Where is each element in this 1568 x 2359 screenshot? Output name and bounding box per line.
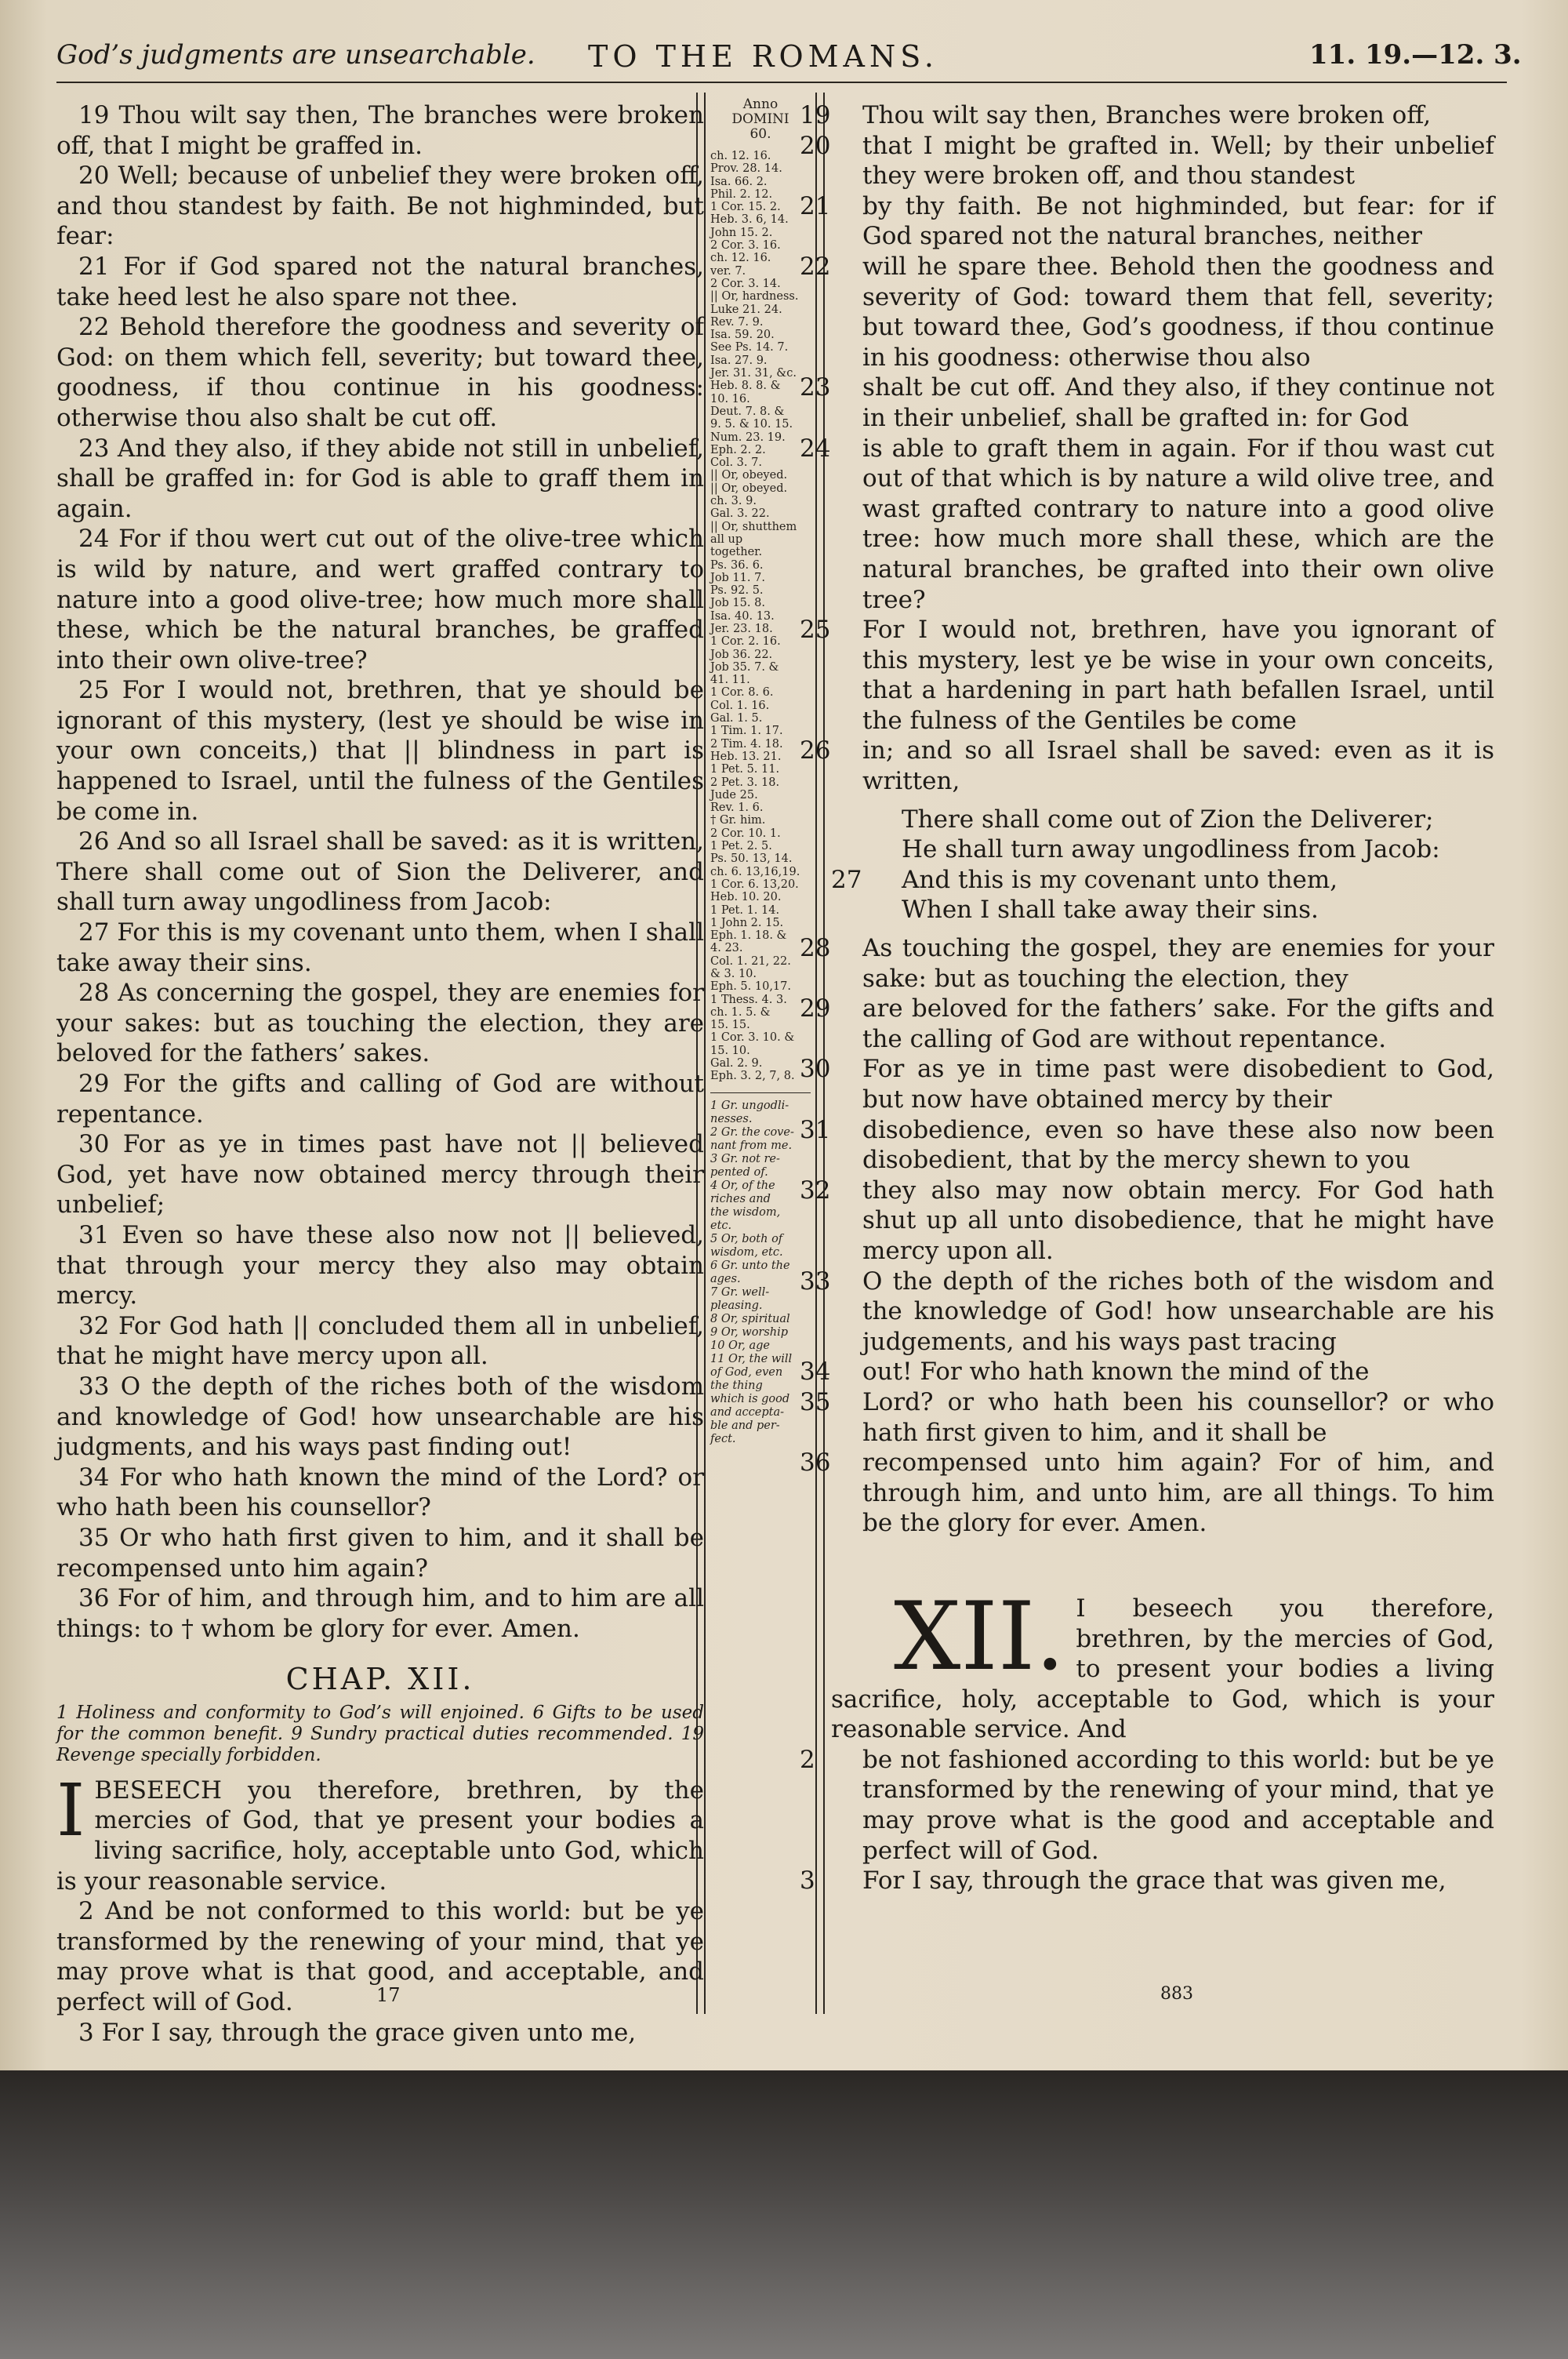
rv-chapter-verse-3	[800, 1866, 1494, 1896]
cross-reference: Col. 1. 21, 22.	[710, 954, 791, 968]
verse	[56, 978, 704, 1069]
verse-number: 32	[800, 1176, 831, 1205]
kjv-column	[56, 100, 704, 2048]
footnote-line: nant from me.	[710, 1139, 793, 1152]
cross-reference: † Gr. him.	[710, 814, 766, 827]
verse	[800, 933, 1494, 994]
verse	[56, 675, 704, 827]
cross-reference: Job 36. 22.	[710, 648, 773, 661]
header-rule	[56, 82, 1507, 83]
cross-reference: 2 Tim. 4. 18.	[710, 737, 783, 751]
footnote-line: nesses.	[710, 1112, 753, 1125]
verse-text: will he spare thee. Behold then the goodness and severity of God: toward them that fell, severity; but toward thee, God’s goodness, if thou continue in his goodness: otherwise thou also	[862, 252, 1494, 372]
page-number-left: 17	[376, 1984, 401, 2006]
footnote-rule	[710, 1092, 811, 1093]
verse	[56, 1463, 704, 1523]
cross-reference: 10. 16.	[710, 392, 750, 405]
verse	[56, 1069, 704, 1129]
footnote-line: the thing	[710, 1379, 763, 1392]
cross-reference: ch. 3. 9.	[710, 495, 757, 508]
verse-number: 26	[78, 827, 110, 856]
cross-reference: Rev. 1. 6.	[710, 801, 764, 815]
kjv-chapter-verse-3	[56, 2018, 704, 2048]
column-rule	[704, 93, 706, 2014]
cross-reference: Heb. 13. 21.	[710, 750, 782, 763]
verse-number: 33	[78, 1372, 110, 1401]
cross-reference: Job 35. 7. &	[710, 660, 779, 674]
verse	[56, 918, 704, 978]
verse	[56, 827, 704, 918]
verse-number: 20	[800, 131, 831, 160]
cross-reference: 1 Cor. 2. 16.	[710, 635, 781, 649]
cross-reference: 9. 5. & 10. 15.	[710, 418, 793, 431]
verse-text: are beloved for the fathers’ sake. For the gifts and the calling of God are without repentance.	[862, 994, 1494, 1053]
cross-reference: ver. 7.	[710, 264, 746, 278]
cross-reference: 4. 23.	[710, 942, 743, 955]
verse-text: As touching the gospel, they are enemies for your sake: but as touching the election, they	[862, 934, 1494, 993]
verse-text: For God hath || concluded them all in unbelief, that he might have mercy upon all.	[56, 1311, 704, 1371]
verse-number: 28	[800, 934, 831, 963]
running-head-left: God’s judgments are unsearchable.	[56, 39, 535, 71]
verse	[56, 252, 704, 312]
verse	[56, 312, 704, 433]
cross-reference: 1 Thess. 4. 3.	[710, 993, 787, 1006]
cross-reference: Isa. 40. 13.	[710, 609, 775, 623]
cross-reference: Col. 3. 7.	[710, 456, 762, 470]
verse	[800, 1267, 1494, 1358]
verse-number: 19	[800, 101, 831, 129]
verse-text: For I say, through the grace that was given me,	[862, 1866, 1446, 1896]
page-number-right: 883	[1160, 1984, 1193, 2004]
running-head-reference: 11. 19.—12. 3.	[1309, 39, 1522, 71]
chapter-numeral: XII.	[894, 1582, 1065, 1692]
chapter-summary: 1 Holiness and conformity to God’s will enjoined. 6 Gifts to be used for the common benefit. 9 Sundry practical duties recommended. 19 Revenge specially forbidden.	[56, 1702, 704, 1765]
rv-verse-list-b	[800, 933, 1494, 1539]
verse-text: I beseech you therefore, brethren, by the mercies of God, to present your bodies a living sacrifice, holy, acceptable to God, which is your reasonable service. And	[831, 1594, 1494, 1744]
verse-text: O the depth of the riches both of the wisdom and the knowledge of God! how unsearchable are his judgements, and his ways past tracing	[862, 1267, 1494, 1356]
verse-text: Or who hath first given to him, and it shall be recompensed unto him again?	[56, 1523, 704, 1583]
verse-text: BESEECH you therefore, brethren, by the mercies of God, that ye present your bodies a living sacrifice, holy, acceptable unto God, which is your reasonable service.	[56, 1776, 704, 1896]
verse	[800, 1357, 1494, 1387]
verse	[800, 1115, 1494, 1176]
footnote-line: 1 Gr. ungodli-	[710, 1099, 789, 1112]
verse-text: For this is my covenant unto them, when I shall take away their sins.	[56, 918, 704, 977]
verse-number: 29	[800, 994, 831, 1023]
verse-number: 23	[78, 434, 110, 463]
rv-chapter-12	[800, 1582, 1494, 1896]
verse-text: by thy faith. Be not highminded, but fear: for if God spared not the natural branches, neither	[862, 191, 1494, 251]
verse-text: that I might be grafted in. Well; by their unbelief they were broken off, and thou standest	[862, 131, 1494, 191]
rv-column	[800, 100, 1494, 1896]
cross-reference: John 15. 2.	[710, 226, 773, 239]
cross-reference: 1 Pet. 2. 5.	[710, 840, 772, 853]
verse-text: Even so have these also now not || believed, that through your mercy they also may obtain mercy.	[56, 1220, 705, 1310]
verse	[56, 1523, 704, 1583]
poem-line: When I shall take away their sins.	[902, 896, 1319, 925]
verse	[800, 994, 1494, 1054]
cross-reference: Heb. 10. 20.	[710, 891, 782, 904]
footnote-line: 4 Or, of the	[710, 1179, 775, 1192]
verse-text: recompensed unto him again? For of him, and through him, and unto him, are all things. To him be the glory for ever. Amen.	[862, 1448, 1494, 1538]
verse	[56, 434, 704, 525]
anno-label: Anno	[742, 96, 779, 112]
domini-label: DOMINI	[731, 111, 789, 127]
verse-number: 23	[800, 373, 831, 402]
footnote-list	[710, 1100, 811, 1446]
cross-reference: Phil. 2. 12.	[710, 187, 773, 201]
footnote-line: pented of.	[710, 1165, 768, 1179]
verse-text: And so all Israel shall be saved: as it is written, There shall come out of Sion the Deliverer, and shall turn away ungodliness from Jacob:	[56, 827, 704, 917]
cross-reference: Num. 23. 19.	[710, 431, 786, 444]
verse-number: 28	[78, 979, 110, 1008]
cross-reference: Jude 25.	[710, 788, 758, 801]
verse-number: 30	[800, 1055, 831, 1084]
poem-line-text: And this is my covenant unto them,	[902, 865, 1338, 894]
footnote-line: 6 Gr. unto the	[710, 1259, 790, 1272]
cross-reference: 1 Cor. 3. 10. &	[710, 1031, 795, 1045]
verse-text: For as ye in time past were disobedient to God, but now have obtained mercy by their	[862, 1055, 1494, 1114]
verse-number: 20	[78, 162, 110, 191]
cross-reference: ch. 1. 5. &	[710, 1005, 771, 1019]
rv-chapter-verse-2	[800, 1745, 1494, 1866]
verse-text: For if God spared not the natural branches, take heed lest he also spare not thee.	[56, 252, 704, 311]
verse-number: 31	[78, 1220, 110, 1249]
footnote-line: which is good	[710, 1392, 790, 1405]
cross-reference: Job 11. 7.	[710, 571, 765, 584]
cross-reference: 1 John 2. 15.	[710, 916, 784, 929]
verse-text: For who hath known the mind of the Lord? or who hath been his counsellor?	[56, 1463, 704, 1522]
cross-reference: 15. 10.	[710, 1044, 750, 1057]
cross-reference: Ps. 50. 13, 14.	[710, 852, 793, 866]
poem-line: There shall come out of Zion the Deliverer;	[902, 805, 1434, 834]
cross-reference: Gal. 1. 5.	[710, 712, 763, 725]
cross-reference: || Or, obeyed.	[710, 482, 788, 495]
cross-reference: 1 Cor. 15. 2.	[710, 201, 781, 214]
cross-reference: || Or, obeyed.	[710, 469, 788, 482]
cross-reference: 1 Cor. 6. 13,20.	[710, 878, 799, 891]
verse-number: 25	[800, 616, 831, 645]
verse-number: 2	[800, 1745, 815, 1774]
verse	[56, 1220, 704, 1311]
verse-number: 2	[78, 1897, 94, 1926]
verse-number: 3	[800, 1866, 815, 1896]
chapter-title: CHAP. XII.	[285, 1662, 475, 1697]
cross-reference: 1 Tim. 1. 17.	[710, 725, 783, 738]
verse-text: shalt be cut off. And they also, if they continue not in their unbelief, shall be grafted in: for God	[862, 373, 1494, 432]
verse	[800, 434, 1494, 616]
verse-number: 30	[78, 1130, 110, 1159]
footnote-line: riches and	[710, 1192, 771, 1205]
cross-reference: ch. 12. 16.	[710, 252, 771, 265]
cross-reference: Eph. 5. 10,17.	[710, 980, 791, 994]
year-label: 60.	[750, 126, 771, 142]
verse-text: be not fashioned according to this world: but be ye transformed by the renewing of your mind, that ye may prove what is the good and acceptable and perfect will of God.	[862, 1745, 1494, 1865]
verse-text: in; and so all Israel shall be saved: even as it is written,	[862, 736, 1494, 796]
verse-number: 25	[78, 676, 110, 705]
cross-reference: Heb. 3. 6, 14.	[710, 213, 789, 227]
margin-references	[710, 97, 811, 1446]
book-edge-shadow	[0, 2070, 1568, 2359]
cross-reference: Eph. 3. 2, 7, 8.	[710, 1070, 795, 1083]
verse-text: For as ye in times past have not || believed God, yet have now obtained mercy through their unbelief;	[56, 1130, 704, 1219]
verse-number: 27	[78, 918, 110, 947]
cross-reference: Eph. 1. 18. &	[710, 929, 787, 943]
cross-reference: 1 Cor. 8. 6.	[710, 686, 774, 700]
verse-number: 31	[800, 1115, 831, 1144]
verse-number: 19	[78, 101, 110, 129]
verse-number: 21	[800, 191, 831, 220]
verse-number: 35	[78, 1523, 110, 1552]
verse-text: Thou wilt say then, The branches were broken off, that I might be graffed in.	[56, 101, 704, 160]
footnote-line: ble and per-	[710, 1419, 780, 1432]
verse	[800, 615, 1494, 736]
verse-number: 36	[800, 1448, 831, 1478]
footnote-line: ages.	[710, 1272, 741, 1285]
footnote-line: 3 Gr. not re-	[710, 1152, 780, 1165]
verse	[800, 191, 1494, 252]
footnote-line: 8 Or, spiritual	[710, 1312, 790, 1325]
verse	[800, 100, 1494, 131]
verse-number: 34	[78, 1463, 110, 1492]
footnote-line: pleasing.	[710, 1299, 763, 1312]
verse	[56, 161, 704, 252]
verse-number: 24	[78, 525, 110, 554]
cross-reference: all up	[710, 533, 743, 546]
verse	[800, 736, 1494, 796]
anno-domini	[710, 97, 811, 142]
verse	[56, 1311, 704, 1372]
cross-reference: || Or, shutthem	[710, 520, 797, 533]
cross-reference: Isa. 66. 2.	[710, 175, 768, 188]
footnote-line: 5 Or, both of	[710, 1232, 783, 1245]
cross-reference: || Or, hardness.	[710, 290, 799, 304]
verse-text: O the depth of the riches both of the wisdom and knowledge of God! how unsearchable are his judgments, and his ways past finding out!	[56, 1372, 704, 1462]
verse-number: 35	[800, 1387, 831, 1416]
verse-number: 21	[78, 252, 110, 281]
verse	[800, 1448, 1494, 1539]
cross-reference: Deut. 7. 8. &	[710, 405, 785, 418]
cross-reference: See Ps. 14. 7.	[710, 341, 789, 354]
cross-reference: Gal. 2. 9.	[710, 1057, 763, 1070]
cross-reference: Prov. 28. 14.	[710, 162, 782, 176]
verse	[800, 131, 1494, 191]
verse	[56, 524, 704, 675]
cross-reference: Ps. 92. 5.	[710, 584, 764, 598]
cross-reference: Eph. 2. 2.	[710, 443, 766, 456]
cross-reference-list	[710, 150, 811, 1083]
footnote-line: wisdom, etc.	[710, 1245, 783, 1259]
footnote-line: the wisdom,	[710, 1205, 781, 1219]
cross-reference: & 3. 10.	[710, 968, 757, 980]
verse	[56, 1583, 704, 1644]
cross-reference: 2 Cor. 3. 14.	[710, 277, 781, 290]
footnote-line: 2 Gr. the cove-	[710, 1125, 794, 1139]
cross-reference: 15. 15.	[710, 1019, 750, 1032]
footnote-line: 9 Or, worship	[710, 1325, 789, 1339]
cross-reference: 1 Pet. 1. 14.	[710, 903, 780, 917]
verse	[800, 373, 1494, 433]
footnote-line: and accepta-	[710, 1405, 784, 1419]
kjv-chapter-verse-1	[56, 1768, 704, 1896]
verse	[56, 1129, 704, 1220]
cross-reference: 2 Cor. 10. 1.	[710, 827, 781, 840]
cross-reference: Heb. 8. 8. &	[710, 380, 781, 393]
drop-cap: I	[56, 1768, 85, 1852]
verse-number: 24	[800, 434, 831, 463]
verse-text: For the gifts and calling of God are without repentance.	[56, 1070, 704, 1129]
verse-number: 29	[78, 1070, 110, 1098]
verse-number: 34	[800, 1358, 831, 1387]
verse-number: 3	[78, 2018, 94, 2047]
verse-text: they also may now obtain mercy. For God hath shut up all unto disobedience, that he might have mercy upon all.	[862, 1176, 1494, 1265]
cross-reference: Isa. 27. 9.	[710, 354, 768, 367]
cross-reference: Col. 1. 16.	[710, 699, 770, 712]
verse-text: And they also, if they abide not still in unbelief, shall be graffed in: for God is able to graff them in again.	[56, 434, 704, 523]
verse-number: 32	[78, 1311, 110, 1340]
verse-number: 22	[800, 252, 831, 281]
verse-text: As concerning the gospel, they are enemies for your sakes: but as touching the election, they are beloved for the fathers’ sakes.	[56, 979, 705, 1068]
running-head-title: TO THE ROMANS.	[588, 39, 939, 74]
cross-reference: Ps. 36. 6.	[710, 558, 764, 572]
verse-text: And be not conformed to this world: but be ye transformed by the renewing of your mind, that ye may prove what is that good, and acceptable, and perfect will of God.	[56, 1897, 704, 2017]
kjv-verse-list	[56, 100, 704, 1644]
footnote-line: 11 Or, the will	[710, 1352, 793, 1365]
cross-reference: Gal. 3. 22.	[710, 507, 770, 521]
verse-text: For if thou wert cut out of the olive-tree which is wild by nature, and wert graffed contrary to nature into a good olive-tree; how much more shall these, which be the natural branches, be graffed into their own olive-tree?	[56, 525, 704, 674]
cross-reference: 41. 11.	[710, 674, 750, 687]
verse-number: 22	[78, 313, 110, 342]
verse-text: is able to graft them in again. For if thou wast cut out of that which is by nature a wild olive tree, and wast grafted contrary to nature into a good olive tree: how much more shall these, which are the natural branches, be grafted into their own olive tree?	[862, 434, 1494, 614]
cross-reference: Jer. 23. 18.	[710, 622, 773, 635]
poem-line	[831, 865, 1494, 896]
verse-number: 26	[800, 736, 831, 765]
cross-reference: ch. 6. 13,16,19.	[710, 865, 800, 878]
footnote-line: fect.	[710, 1432, 736, 1445]
verse-text: out! For who hath known the mind of the	[862, 1358, 1370, 1387]
rv-verse-list	[800, 100, 1494, 797]
cross-reference: Job 15. 8.	[710, 597, 765, 610]
cross-reference: ch. 12. 16.	[710, 150, 771, 162]
verse-text: Well; because of unbelief they were broken off, and thou standest by faith. Be not highminded, but fear:	[56, 162, 704, 251]
cross-reference: 2 Cor. 3. 16.	[710, 239, 781, 253]
verse	[56, 1372, 704, 1463]
verse-text: For of him, and through him, and to him are all things: to † whom be glory for ever. Amen.	[56, 1584, 704, 1643]
verse-text: disobedience, even so have these also now been disobedient, that by the mercy shewn to you	[862, 1115, 1494, 1175]
footnote-line: 10 Or, age	[710, 1339, 771, 1352]
rv-quotation	[831, 805, 1494, 925]
verse-text: Lord? or who hath been his counsellor? or who hath first given to him, and it shall be	[862, 1387, 1494, 1447]
verse	[800, 1387, 1494, 1448]
footnote-line: of God, even	[710, 1365, 783, 1379]
verse-number: 33	[800, 1267, 831, 1296]
cross-reference: Rev. 7. 9.	[710, 315, 764, 329]
footnote-line: 7 Gr. well-	[710, 1285, 770, 1299]
verse-number: 36	[78, 1584, 110, 1613]
cross-reference: 2 Pet. 3. 18.	[710, 776, 780, 789]
footnote-line: etc.	[710, 1219, 732, 1232]
verse	[800, 1054, 1494, 1114]
rv-chapter-verse-1	[831, 1582, 1494, 1745]
verse-text: Behold therefore the goodness and severity of God: on them which fell, severity; but toward thee, goodness, if thou continue in his goodness: otherwise thou also shalt be cut off.	[56, 313, 704, 432]
verse-text: For I say, through the grace given unto me,	[101, 2018, 637, 2047]
cross-reference: Jer. 31. 31, &c.	[710, 367, 797, 380]
verse	[800, 252, 1494, 373]
verse-text: Thou wilt say then, Branches were broken off,	[862, 101, 1432, 129]
cross-reference: together.	[710, 546, 763, 559]
verse	[56, 100, 704, 161]
verse	[800, 1176, 1494, 1267]
cross-reference: 1 Pet. 5. 11.	[710, 763, 780, 776]
cross-reference: Luke 21. 24.	[710, 303, 782, 316]
verse-number: 27	[831, 865, 862, 894]
verse-text: For I would not, brethren, have you ignorant of this mystery, lest ye be wise in your own conceits, that a hardening in part hath befallen Israel, until the fulness of the Gentiles be come	[862, 616, 1494, 735]
cross-reference: Isa. 59. 20.	[710, 329, 775, 342]
verse-text: For I would not, brethren, that ye should be ignorant of this mystery, (lest ye should be wise in your own conceits,) that || blindness in part is happened to Israel, until the fulness of the Gentiles be come in.	[56, 676, 704, 826]
poem-line: He shall turn away ungodliness from Jacob:	[902, 835, 1440, 864]
